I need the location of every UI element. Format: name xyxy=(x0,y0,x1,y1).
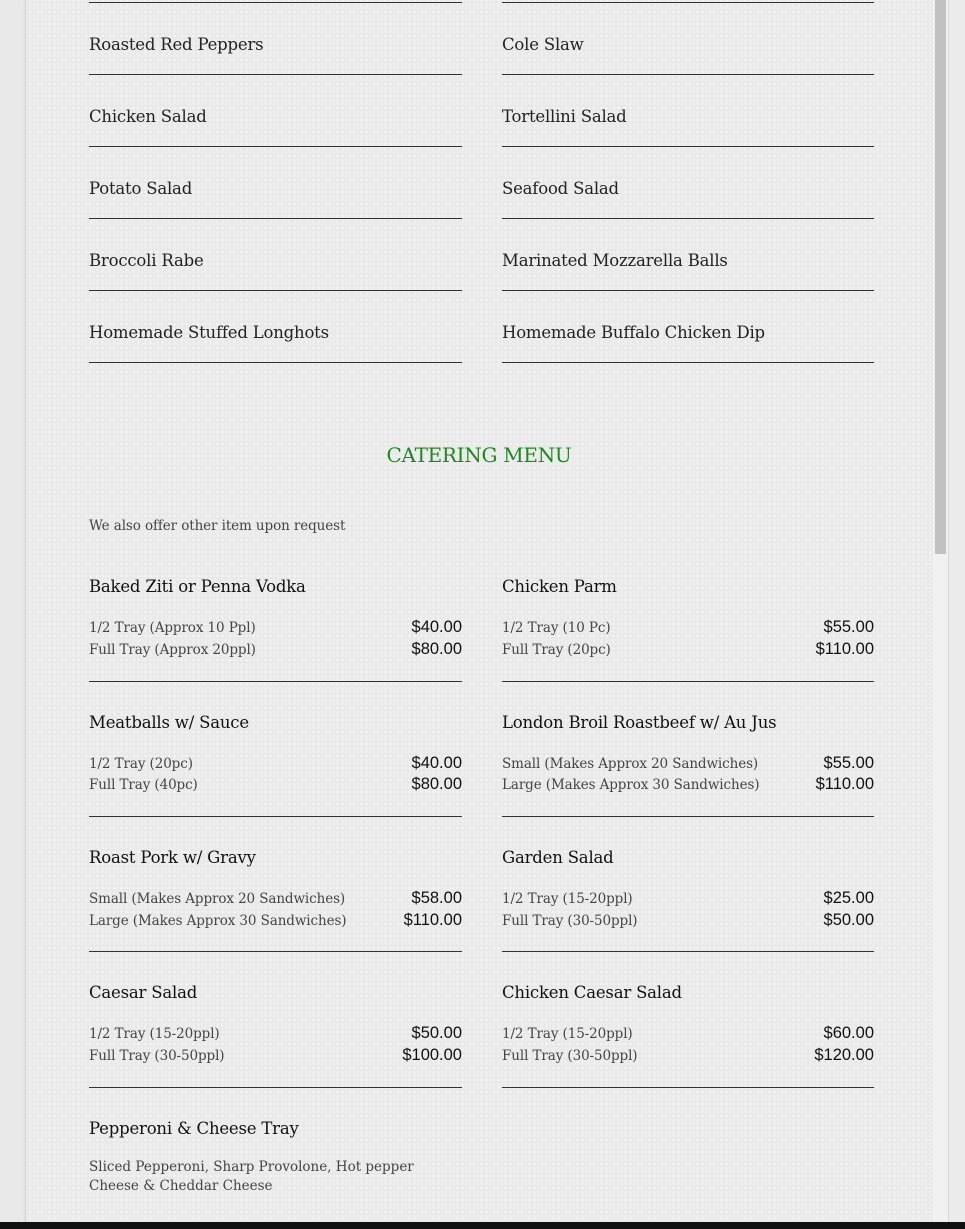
portion-size: Full Tray (30-50ppl) xyxy=(502,913,638,929)
price-row xyxy=(502,777,874,797)
price-row xyxy=(502,1048,874,1068)
side-dish-item xyxy=(502,291,874,363)
bottom-bar xyxy=(0,1222,965,1229)
menu-item xyxy=(89,1119,462,1219)
price: $40.00 xyxy=(411,754,462,772)
price: $60.00 xyxy=(823,1024,874,1042)
side-dish-item xyxy=(89,219,462,291)
portion-size: Full Tray (Approx 20ppl) xyxy=(89,642,256,658)
price-row xyxy=(502,891,874,911)
side-dish-name: Homemade Stuffed Longhots xyxy=(89,323,329,342)
portion-size: Full Tray (40pc) xyxy=(89,777,198,793)
side-dish-item xyxy=(502,75,874,147)
menu-item-title: Roast Pork w/ Gravy xyxy=(89,848,256,867)
price: $100.00 xyxy=(402,1046,462,1064)
scrollbar-thumb[interactable] xyxy=(935,0,946,554)
side-dish-name: Marinated Mozzarella Balls xyxy=(502,251,728,270)
portion-size: 1/2 Tray (Approx 10 Ppl) xyxy=(89,620,256,636)
menu-item xyxy=(502,983,874,1088)
portion-size: Large (Makes Approx 30 Sandwiches) xyxy=(502,777,760,793)
side-dish-name: Homemade Buffalo Chicken Dip xyxy=(502,323,765,342)
price-row xyxy=(89,891,462,911)
menu-item xyxy=(89,577,462,682)
portion-size: 1/2 Tray (15-20ppl) xyxy=(502,891,633,907)
price-row xyxy=(89,756,462,776)
price-row xyxy=(89,642,462,662)
section-title: CATERING MENU xyxy=(386,443,572,467)
menu-item xyxy=(89,848,462,952)
price-row xyxy=(502,756,874,776)
price-row xyxy=(89,620,462,640)
price: $40.00 xyxy=(411,618,462,636)
menu-item-title: Chicken Caesar Salad xyxy=(502,983,682,1002)
price: $58.00 xyxy=(411,889,462,907)
side-dish-item xyxy=(89,147,462,219)
price: $80.00 xyxy=(411,775,462,793)
price: $55.00 xyxy=(823,754,874,772)
side-dish-name: Broccoli Rabe xyxy=(89,251,204,270)
price: $55.00 xyxy=(823,618,874,636)
menu-item-title: Garden Salad xyxy=(502,848,614,867)
menu-item-title: Pepperoni & Cheese Tray xyxy=(89,1119,299,1138)
menu-item-title: Chicken Parm xyxy=(502,577,617,596)
price: $120.00 xyxy=(814,1046,874,1064)
side-dish-name: Cole Slaw xyxy=(502,35,584,54)
portion-size: Full Tray (30-50ppl) xyxy=(502,1048,638,1064)
side-dish-name: Seafood Salad xyxy=(502,179,619,198)
menu-item xyxy=(502,577,874,682)
price: $110.00 xyxy=(815,640,874,658)
portion-size: Full Tray (30-50ppl) xyxy=(89,1048,225,1064)
price-row xyxy=(502,620,874,640)
price: $110.00 xyxy=(403,911,462,929)
side-dish-item xyxy=(502,3,874,75)
price-row xyxy=(89,777,462,797)
portion-size: Small (Makes Approx 20 Sandwiches) xyxy=(89,891,346,907)
menu-item-title: Baked Ziti or Penna Vodka xyxy=(89,577,306,596)
portion-size: 1/2 Tray (20pc) xyxy=(89,756,193,772)
price-row xyxy=(502,913,874,933)
menu-item-title: Caesar Salad xyxy=(89,983,198,1002)
portion-size: 1/2 Tray (10 Pc) xyxy=(502,620,611,636)
menu-item-title: Meatballs w/ Sauce xyxy=(89,713,249,732)
portion-size: 1/2 Tray (15-20ppl) xyxy=(502,1026,633,1042)
menu-item xyxy=(502,713,874,817)
price-row xyxy=(502,1026,874,1046)
price-row xyxy=(89,913,462,933)
side-dish-item xyxy=(502,219,874,291)
price-row xyxy=(89,1048,462,1068)
side-dish-name: Potato Salad xyxy=(89,179,193,198)
side-dish-item xyxy=(89,75,462,147)
menu-item-title: London Broil Roastbeef w/ Au Jus xyxy=(502,713,777,732)
portion-size: Small (Makes Approx 20 Sandwiches) xyxy=(502,756,759,772)
side-dish-name: Tortellini Salad xyxy=(502,107,627,126)
price: $50.00 xyxy=(823,911,874,929)
section-note: We also offer other item upon request xyxy=(89,518,346,534)
page-edge xyxy=(948,0,965,1229)
side-dish-name: Roasted Red Peppers xyxy=(89,35,264,54)
side-dish-name: Chicken Salad xyxy=(89,107,207,126)
portion-size: Large (Makes Approx 30 Sandwiches) xyxy=(89,913,347,929)
portion-size: 1/2 Tray (15-20ppl) xyxy=(89,1026,220,1042)
price-row xyxy=(89,1026,462,1046)
price: $80.00 xyxy=(411,640,462,658)
side-dish-item xyxy=(502,147,874,219)
price: $110.00 xyxy=(815,775,874,793)
side-dish-item xyxy=(89,3,462,75)
price-row xyxy=(502,642,874,662)
menu-item xyxy=(89,713,462,817)
price: $50.00 xyxy=(411,1024,462,1042)
menu-item xyxy=(89,983,462,1088)
menu-item-description: Sliced Pepperoni, Sharp Provolone, Hot pepper Cheese & Cheddar Cheese xyxy=(89,1159,414,1194)
side-dish-item xyxy=(89,291,462,363)
portion-size: Full Tray (20pc) xyxy=(502,642,611,658)
menu-item xyxy=(502,848,874,952)
price: $25.00 xyxy=(823,889,874,907)
